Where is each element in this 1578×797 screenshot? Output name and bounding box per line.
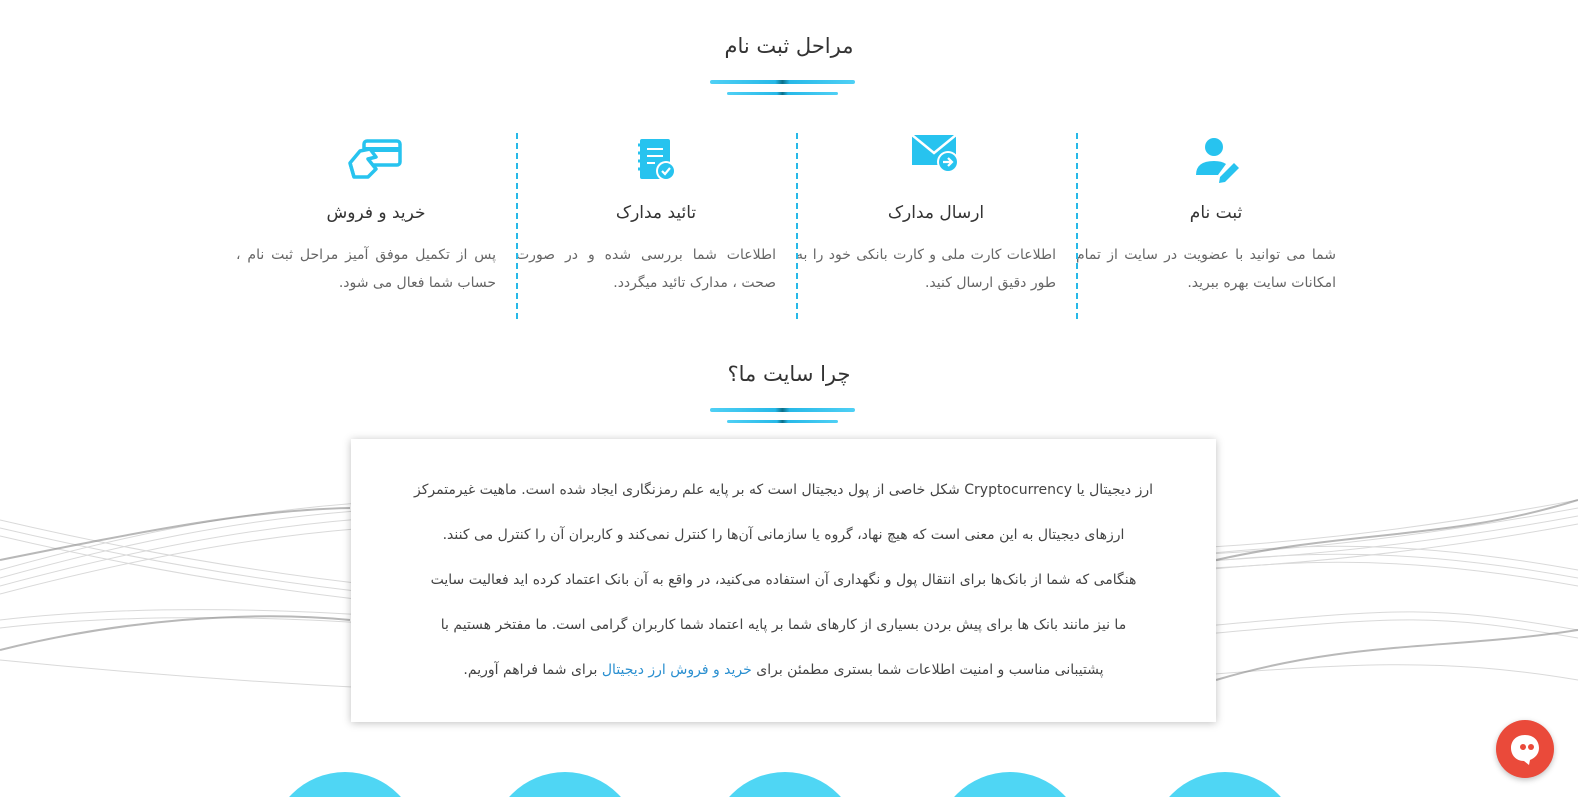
why-title: چرا سایت ما؟	[727, 362, 851, 386]
step-text: اطلاعات شما بررسی شده و در صورت صحت ، مدارک تائید میگردد.	[516, 247, 776, 291]
feature-circle	[490, 772, 640, 797]
why-text-line: ما نیز مانند بانک ها برای پیش بردن بسیاری از کارهای شما بر پایه اعتماد شما کاربران گرامی است. ما مفتخر هستیم با	[440, 617, 1127, 633]
step-title: ثبت نام	[1189, 203, 1243, 223]
feature-circle	[935, 772, 1085, 797]
why-card	[351, 439, 1216, 722]
why-text-before-link: پشتیبانی مناسب و امنیت اطلاعات شما بستری مطمئن برای	[756, 662, 1104, 678]
why-text-line: هنگامی که شما از بانک‌ها برای انتقال پول و نگهداری آن استفاده می‌کنید، در واقع به آن بانک اعتماد کرده اید فعالیت سایت	[430, 572, 1137, 588]
step-divider	[1076, 133, 1078, 319]
why-text-line: ارزهای دیجیتال به این معنی است که هیچ نهاد، گروه یا سازمانی آن‌ها را کنترل نمی‌کند و کاربران آن را کنترل می کنند.	[442, 527, 1125, 543]
step-signup	[1076, 133, 1356, 319]
user-edit-icon	[1076, 133, 1356, 185]
step-text: اطلاعات کارت ملی و کارت بانکی خود را به طور دقیق ارسال کنید.	[796, 247, 1056, 291]
registration-steps	[236, 133, 1336, 319]
title-underline	[710, 408, 855, 412]
bottom-feature-circles	[0, 772, 1578, 797]
feature-circle	[270, 772, 420, 797]
step-text: پس از تکمیل موفق آمیز مراحل ثبت نام ، حساب شما فعال می شود.	[236, 247, 496, 291]
title-underline-short	[727, 420, 838, 423]
step-title: خرید و فروش	[326, 203, 426, 223]
card-hand-icon	[236, 133, 516, 185]
document-check-icon	[516, 133, 796, 185]
chat-bubble-icon	[1496, 720, 1554, 778]
feature-circle	[710, 772, 860, 797]
title-underline-short	[727, 92, 838, 95]
step-title: ارسال مدارک	[887, 203, 985, 223]
registration-title: مراحل ثبت نام	[724, 34, 854, 58]
envelope-send-icon	[796, 133, 1076, 185]
chat-widget-button[interactable]	[1496, 720, 1554, 778]
step-title: تائید مدارک	[615, 203, 697, 223]
step-divider	[516, 133, 518, 319]
step-text: شما می توانید با عضویت در سایت از تمام امکانات سایت بهره ببرید.	[1076, 247, 1336, 291]
feature-circle	[1150, 772, 1300, 797]
why-text-line: ارز دیجیتال یا Cryptocurrency شکل خاصی از پول دیجیتال است که بر پایه علم رمزنگاری ایجاد شده است. ماهیت غیرمتمرکز	[413, 482, 1153, 498]
why-text-line	[401, 657, 1166, 702]
step-verify-documents	[516, 133, 796, 319]
title-underline	[710, 80, 855, 84]
step-divider	[796, 133, 798, 319]
step-send-documents	[796, 133, 1076, 319]
why-text-after-link: برای شما فراهم آوریم.	[463, 662, 598, 678]
buy-sell-crypto-link[interactable]: خرید و فروش ارز دیجیتال	[601, 662, 752, 678]
step-trade	[236, 133, 516, 319]
